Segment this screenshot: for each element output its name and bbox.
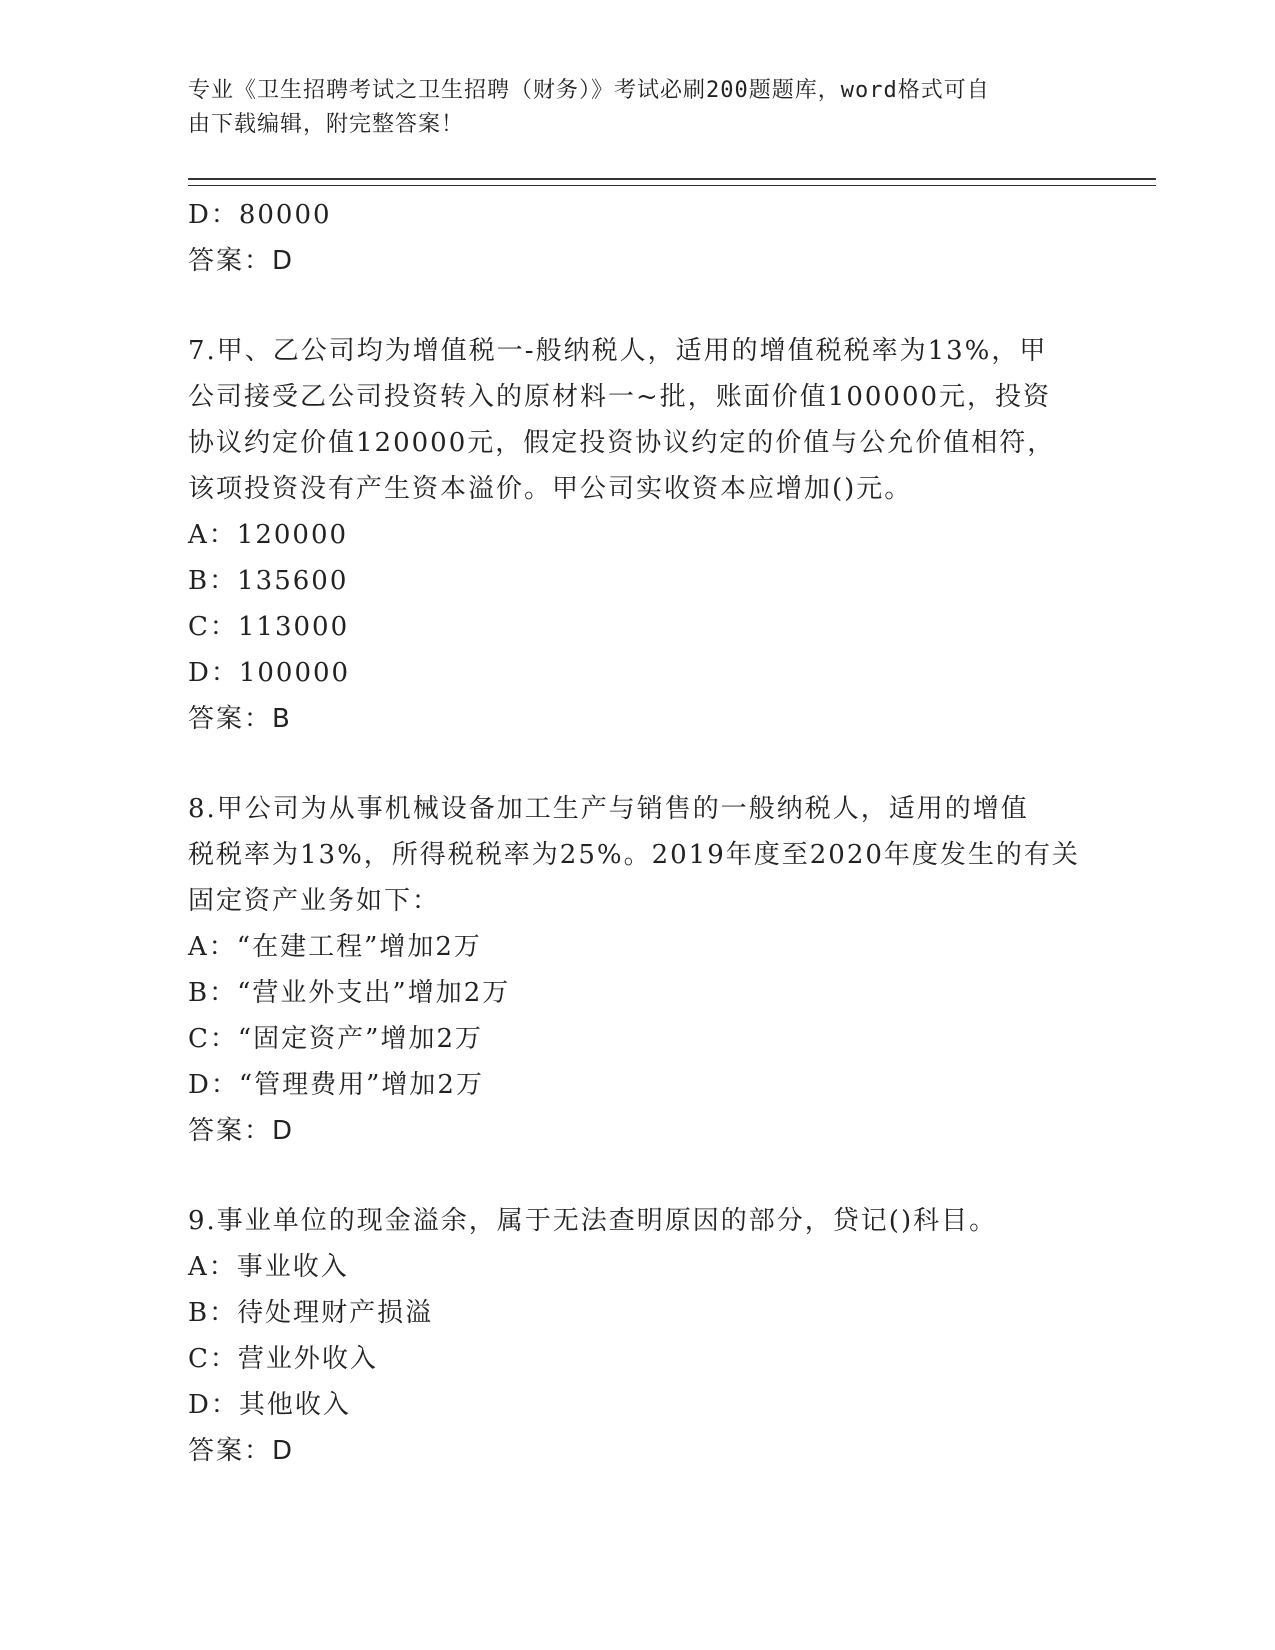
question-list — [188, 192, 1088, 1474]
question-8 — [188, 786, 1088, 1154]
document-header — [188, 74, 1068, 142]
question-text-line: 该项投资没有产生资本溢价。甲公司实收资本应增加()元。 — [188, 474, 913, 504]
spacer — [188, 1154, 1088, 1198]
question-7 — [188, 328, 1088, 742]
question-text-line: 协议约定价值120000元，假定投资协议约定的价值与公允价值相符， — [188, 428, 1056, 458]
header-line-2: 由下载编辑，附完整答案！ — [188, 112, 465, 137]
question-text — [188, 1198, 1088, 1244]
question-text-line: 公司接受乙公司投资转入的原材料一~批，账面价值100000元，投资 — [188, 382, 1052, 412]
spacer — [188, 742, 1088, 786]
question-text-line: 8.甲公司为从事机械设备加工生产与销售的一般纳税人，适用的增值 — [188, 794, 1029, 824]
header-divider-thin — [188, 185, 1156, 186]
question-text-line: 税税率为13%，所得税税率为25%。2019年度至2020年度发生的有关 — [188, 840, 1080, 870]
option-d: D：其他收入 — [188, 1390, 351, 1420]
option-c: C：营业外收入 — [188, 1344, 378, 1374]
option-c: C：“固定资产”增加2万 — [188, 1024, 484, 1054]
option-b: B：待处理财产损溢 — [188, 1298, 434, 1328]
question-text — [188, 328, 1088, 512]
question-text-line: 9.事业单位的现金溢余，属于无法查明原因的部分，贷记()科目。 — [188, 1206, 998, 1236]
option-b: B：135600 — [188, 566, 349, 596]
answer: 答案：B — [188, 704, 292, 734]
spacer — [188, 284, 1088, 328]
question-text — [188, 786, 1088, 924]
option-a: A：“在建工程”增加2万 — [188, 932, 482, 962]
option-a: A：120000 — [188, 520, 349, 550]
answer: 答案：D — [188, 1436, 295, 1466]
header-line-1: 专业《卫生招聘考试之卫生招聘（财务）》考试必刷200题题库，word格式可自 — [188, 78, 990, 103]
header-divider — [188, 178, 1156, 180]
question-6-tail — [188, 192, 1088, 284]
option-b: B：“营业外支出”增加2万 — [188, 978, 511, 1008]
option-d: D：80000 — [188, 200, 332, 230]
option-a: A：事业收入 — [188, 1252, 349, 1282]
question-text-line: 固定资产业务如下： — [188, 886, 441, 916]
option-d: D：100000 — [188, 658, 351, 688]
question-text-line: 7.甲、乙公司均为增值税一-般纳税人，适用的增值税税率为13%，甲 — [188, 336, 1048, 366]
question-9 — [188, 1198, 1088, 1474]
option-c: C：113000 — [188, 612, 350, 642]
answer: 答案：D — [188, 246, 295, 276]
option-d: D：“管理费用”增加2万 — [188, 1070, 484, 1100]
answer: 答案：D — [188, 1116, 295, 1146]
